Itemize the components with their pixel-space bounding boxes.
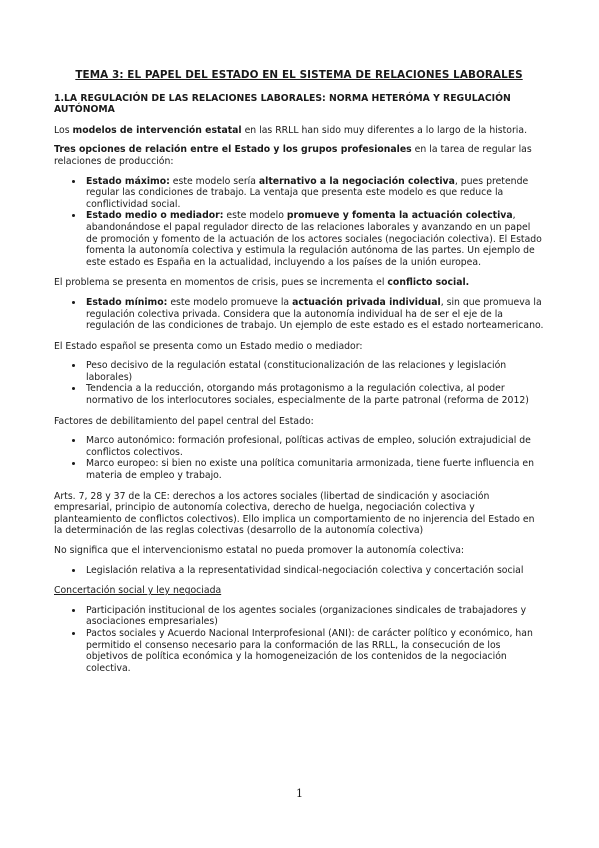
bold-text: actuación privada individual <box>292 296 441 308</box>
list-item: • Pactos sociales y Acuerdo Nacional Interprofesional (ANI): de carácter político y económico, han permitido el consenso necesario para la conformación de las RRLL, la consecución de los objetivos de política económica y la homogeneización de los contenidos de la negociación colectiva. <box>84 628 544 674</box>
list-minimal-state <box>54 297 544 332</box>
text: , sin que promueva la regulación colectiva privada. Considera que la autonomía individual ha de ser el eje de la regulación de las condiciones de trabajo. Un ejemplo de este estado es el estado norteamericano. <box>86 296 544 332</box>
text: en la tarea de regular las relaciones de producción: <box>54 144 532 167</box>
paragraph-factors: Factores de debilitamiento del papel central del Estado: <box>54 415 314 427</box>
list-item: • Tendencia a la reducción, otorgando más protagonismo a la regulación colectiva, al poder normativo de los interlocutores sociales, especialmente de la parte patronal (reforma de 2012) <box>84 383 544 406</box>
paragraph-crisis <box>54 277 544 289</box>
paragraph-articles: Arts. 7, 28 y 37 de la CE: derechos a los actores sociales (libertad de sindicación y asociación empresarial, principio de autonomía colectiva, derecho de huelga, negociación colectiva y planteamiento de conflictos colectivos). Ello implica un comportamiento de no injerencia del Estado en la determinación de las reglas colectivas (desarrollo de la autonomía colectiva) <box>54 490 535 537</box>
text: Los <box>54 124 73 136</box>
paragraph-spanish-state: El Estado español se presenta como un Estado medio o mediador: <box>54 340 363 352</box>
list-item <box>84 297 544 332</box>
bold-text: promueve y fomenta la actuación colectiva <box>286 210 513 222</box>
bold-text: Estado máximo: <box>86 175 170 187</box>
text: El problema se presenta en momentos de crisis, pues se incrementa el <box>54 277 388 289</box>
text: , abandonándose el papal regulador directo de las relaciones laborales y avanzando en un papel de promoción y fomento de la actuación de los actores sociales (negociación colectiva). El Estado fomenta la autonomía colectiva y estimula la regulación autónoma de las partes. Un ejemplo de este estado es España en la actualidad, incluyendo a los países de la unión europea. <box>86 210 542 268</box>
text: este modelo promueve la <box>167 296 293 308</box>
list-item <box>84 176 544 211</box>
paragraph-intervention: No significa que el intervencionismo estatal no pueda promover la autonomía colectiva: <box>54 545 465 556</box>
bold-text: Estado mínimo: <box>86 296 168 308</box>
list-state-models <box>54 176 544 269</box>
bold-text: modelos de intervención estatal <box>72 124 242 136</box>
list-item: • Peso decisivo de la regulación estatal (constitucionalización de las relaciones y legislación laborales) <box>84 360 544 383</box>
bold-text: alternativo a la negociación colectiva <box>258 175 455 187</box>
list-item: • Marco autonómico: formación profesional, políticas activas de empleo, solución extrajudicial de conflictos colectivos. <box>84 435 544 458</box>
bold-text: conflicto social. <box>387 277 470 289</box>
document-title: TEMA 3: EL PAPEL DEL ESTADO EN EL SISTEMA DE RELACIONES LABORALES <box>75 69 523 81</box>
section-heading: 1.LA REGULACIÓN DE LAS RELACIONES LABORALES: NORMA HETERÓMA Y REGULACIÓN AUTÓNOMA <box>54 92 511 116</box>
list-factors <box>54 435 544 481</box>
bold-text: Tres opciones de relación entre el Estado y los grupos profesionales <box>54 144 412 156</box>
text: este modelo <box>223 210 287 222</box>
list-item: • Participación institucional de los agentes sociales (organizaciones sindicales de trabajadores y asociaciones empresariales) <box>84 605 544 628</box>
list-concertacion <box>54 605 544 675</box>
text: , pues pretende regular las condiciones de trabajo. La ventaja que presenta este modelo es que reduce la conflictividad social. <box>86 175 529 210</box>
text: este modelo sería <box>169 175 259 187</box>
list-legislation <box>54 565 544 577</box>
paragraph-options <box>54 144 544 167</box>
text: en las RRLL han sido muy diferentes a lo largo de la historia. <box>241 124 528 136</box>
document-page <box>54 70 544 683</box>
bold-text: Estado medio o mediador: <box>86 210 224 222</box>
list-item: • Marco europeo: si bien no existe una política comunitaria armonizada, tiene fuerte influencia en materia de empleo y trabajo. <box>84 458 544 481</box>
list-item: • Legislación relativa a la representatividad sindical-negociación colectiva y concertación social <box>84 565 544 577</box>
list-spanish-state <box>54 360 544 406</box>
subheading-concertacion: Concertación social y ley negociada <box>54 585 222 597</box>
paragraph-intro <box>54 125 544 137</box>
page-number: 1 <box>296 787 303 800</box>
list-item <box>84 210 544 268</box>
